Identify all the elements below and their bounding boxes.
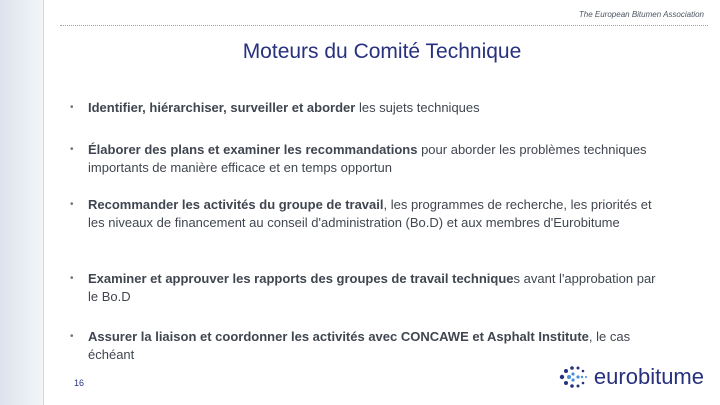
bullet-text: , les programmes de recherche, les priorités et les niveaux de financement au conseil d'administration (Bo.D) et aux membres d'Eurobitume	[88, 197, 652, 230]
logo-wordmark: eurobitume	[593, 364, 704, 389]
dotted-globe-icon	[556, 364, 590, 390]
bullet-dot-icon: •	[70, 144, 74, 155]
bullet-bold-text: Assurer la liaison et coordonner les activités avec CONCAWE et Asphalt Institute	[88, 329, 589, 344]
bullet-text: , le cas échéant	[88, 329, 631, 362]
bullet-item	[70, 141, 660, 177]
bullet-dot-icon: •	[70, 331, 74, 342]
page-number: 16	[74, 378, 85, 388]
bullet-item	[70, 328, 660, 364]
bullet-bold-text: Identifier, hiérarchiser, surveiller et aborder	[88, 100, 356, 115]
bullet-text: les sujets techniques	[355, 100, 480, 115]
bullet-bold-text: Examiner et approuver les rapports des groupes de travail technique	[88, 271, 514, 286]
bullet-item	[70, 196, 660, 232]
bullet-dot-icon: •	[70, 102, 74, 113]
slide-title: Moteurs du Comité Technique	[242, 40, 522, 63]
bullet-item	[70, 270, 660, 306]
eurobitume-logo	[556, 364, 704, 390]
bullet-item	[70, 99, 480, 117]
header-organization: The European Bitumen Association	[578, 10, 704, 19]
left-decorative-band	[0, 0, 44, 405]
bullet-dot-icon: •	[70, 199, 74, 210]
bullet-dot-icon: •	[70, 273, 74, 284]
bullet-text: s avant l'approbation par le Bo.D	[88, 271, 656, 304]
bullet-bold-text: Recommander les activités du groupe de travail	[88, 197, 384, 212]
header-divider	[60, 25, 708, 26]
bullet-text: pour aborder les problèmes techniques importants de manière efficace et en temps opportun	[88, 142, 647, 175]
bullet-bold-text: Élaborer des plans et examiner les recommandations	[88, 142, 418, 157]
